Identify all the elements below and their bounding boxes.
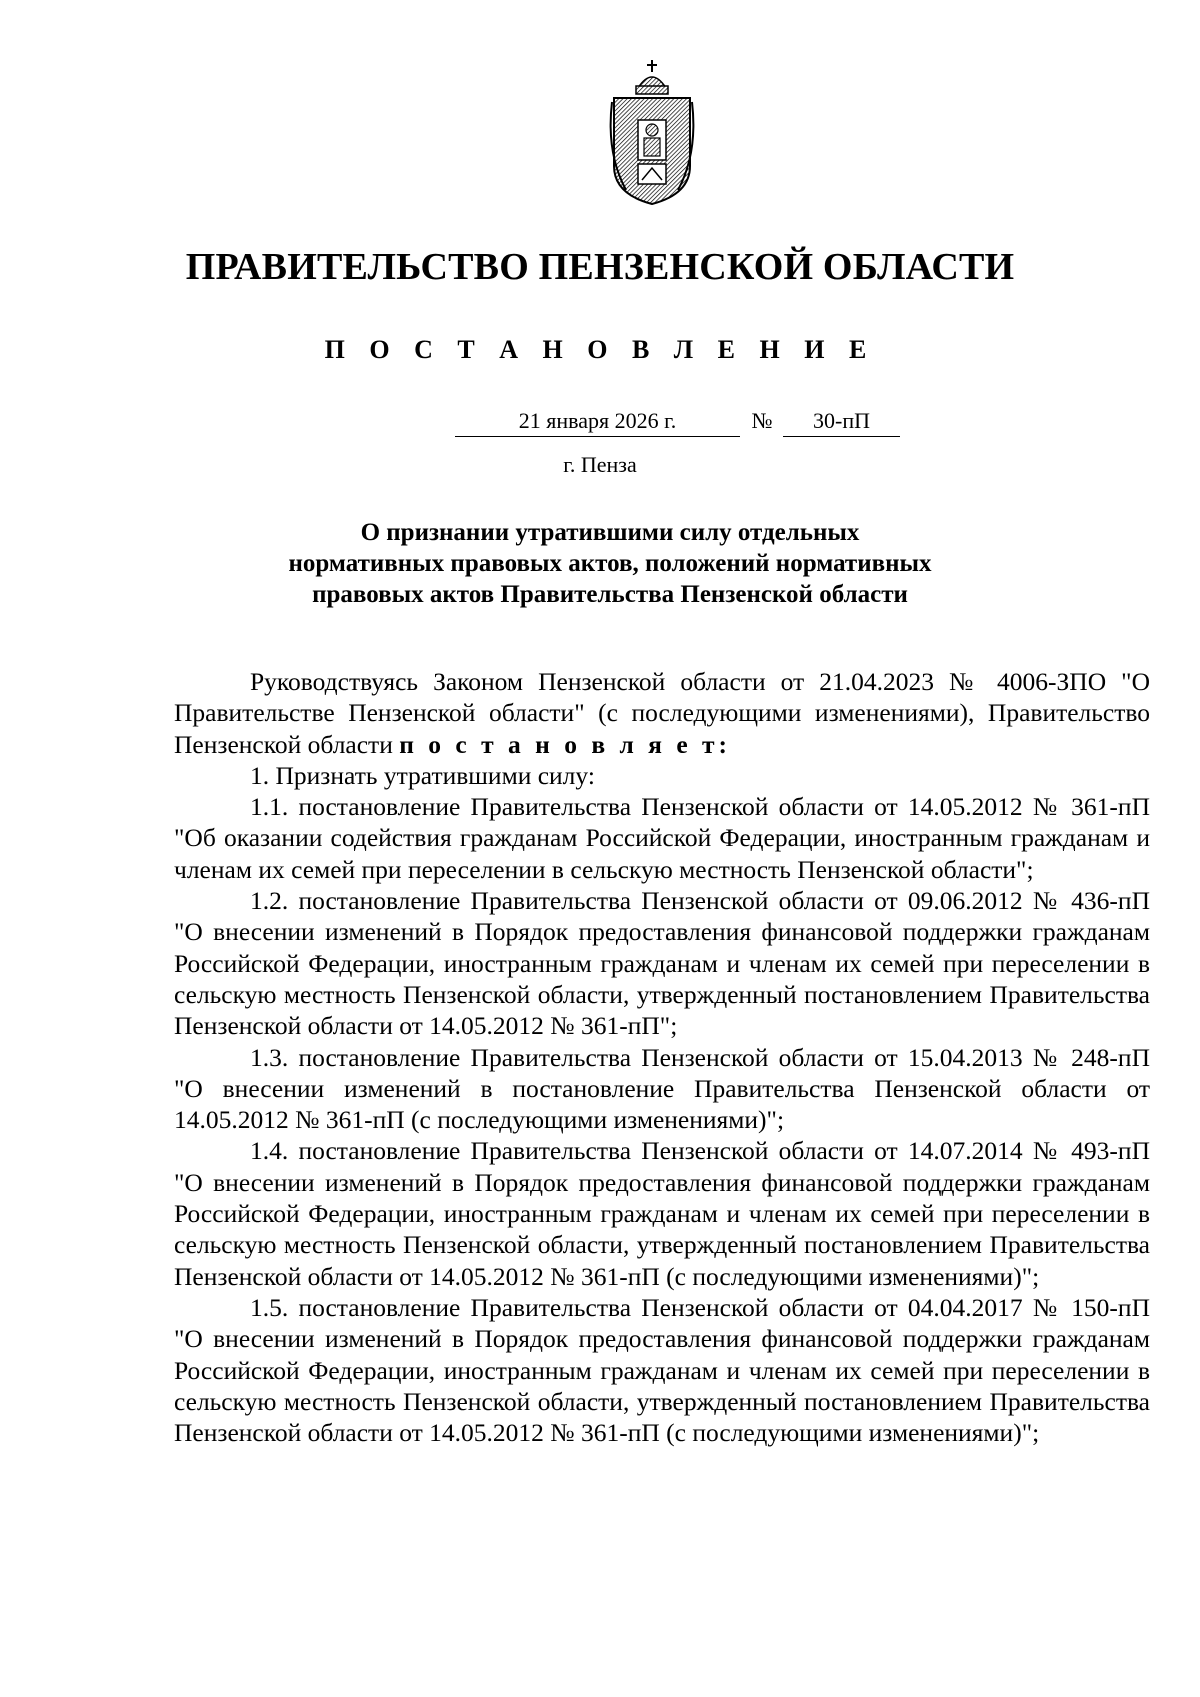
date-number-line — [0, 408, 1200, 444]
list-item: 1.2. постановление Правительства Пензенской области от 09.06.2012 № 436-пП "О внесении изменений в Порядок предоставления финансовой поддержки гражданам Российской Федерации, иностранным гражданам и членам их семей при переселении в сельскую местность Пензенской области, утвержденный постановлением Правительства Пензенской области от 14.05.2012 № 361-пП"; — [174, 886, 1150, 1041]
title-line: правовых актов Правительства Пензенской области — [312, 581, 908, 608]
document-title — [270, 517, 950, 610]
title-line: нормативных правовых актов, положений нормативных — [288, 550, 932, 577]
preamble-paragraph — [174, 666, 1150, 760]
document-place: г. Пенза — [563, 452, 637, 477]
coat-of-arms-icon — [608, 58, 696, 208]
list-item: 1.4. постановление Правительства Пензенской области от 14.07.2014 № 493-пП "О внесении изменений в Порядок предоставления финансовой поддержки гражданам Российской Федерации, иностранным гражданам и членам их семей при переселении в сельскую местность Пензенской области, утвержденный постановлением Правительства Пензенской области от 14.05.2012 № 361-пП (с последующими изменениями)"; — [174, 1136, 1150, 1291]
list-item: 1. Признать утратившими силу: — [250, 760, 595, 790]
document-type: П О С Т А Н О В Л Е Н И Е — [324, 335, 876, 364]
organization-name: ПРАВИТЕЛЬСТВО ПЕНЗЕНСКОЙ ОБЛАСТИ — [185, 246, 1015, 288]
list-item: 1.5. постановление Правительства Пензенской области от 04.04.2017 № 150-пП "О внесении изменений в Порядок предоставления финансовой поддержки гражданам Российской Федерации, иностранным гражданам и членам их семей при переселении в сельскую местность Пензенской области, утвержденный постановлением Правительства Пензенской области от 14.05.2012 № 361-пП (с последующими изменениями)"; — [174, 1292, 1150, 1448]
preamble-text: Руководствуясь Законом Пензенской области от 21.04.2023 № 4006-ЗПО "О Правительстве Пензенской области" (с последующими изменениями), Правительство Пензенской области — [174, 667, 1150, 759]
document-number: 30-пП — [783, 408, 900, 437]
document-body — [174, 666, 1150, 1448]
list-item: 1.3. постановление Правительства Пензенской области от 15.04.2013 № 248-пП "О внесении изменений в постановление Правительства Пензенской области от 14.05.2012 № 361-пП (с последующими изменениями)"; — [174, 1042, 1150, 1135]
title-line: О признании утратившими силу отдельных — [360, 519, 860, 546]
number-sign: № — [751, 408, 773, 433]
list-item: 1.1. постановление Правительства Пензенской области от 14.05.2012 № 361-пП "Об оказании содействия гражданам Российской Федерации, иностранным гражданам и членам их семей при переселении в сельскую местность Пензенской области"; — [174, 792, 1150, 884]
decree-word: п о с т а н о в л я е т: — [399, 729, 732, 759]
document-date: 21 января 2026 г. — [455, 408, 740, 437]
